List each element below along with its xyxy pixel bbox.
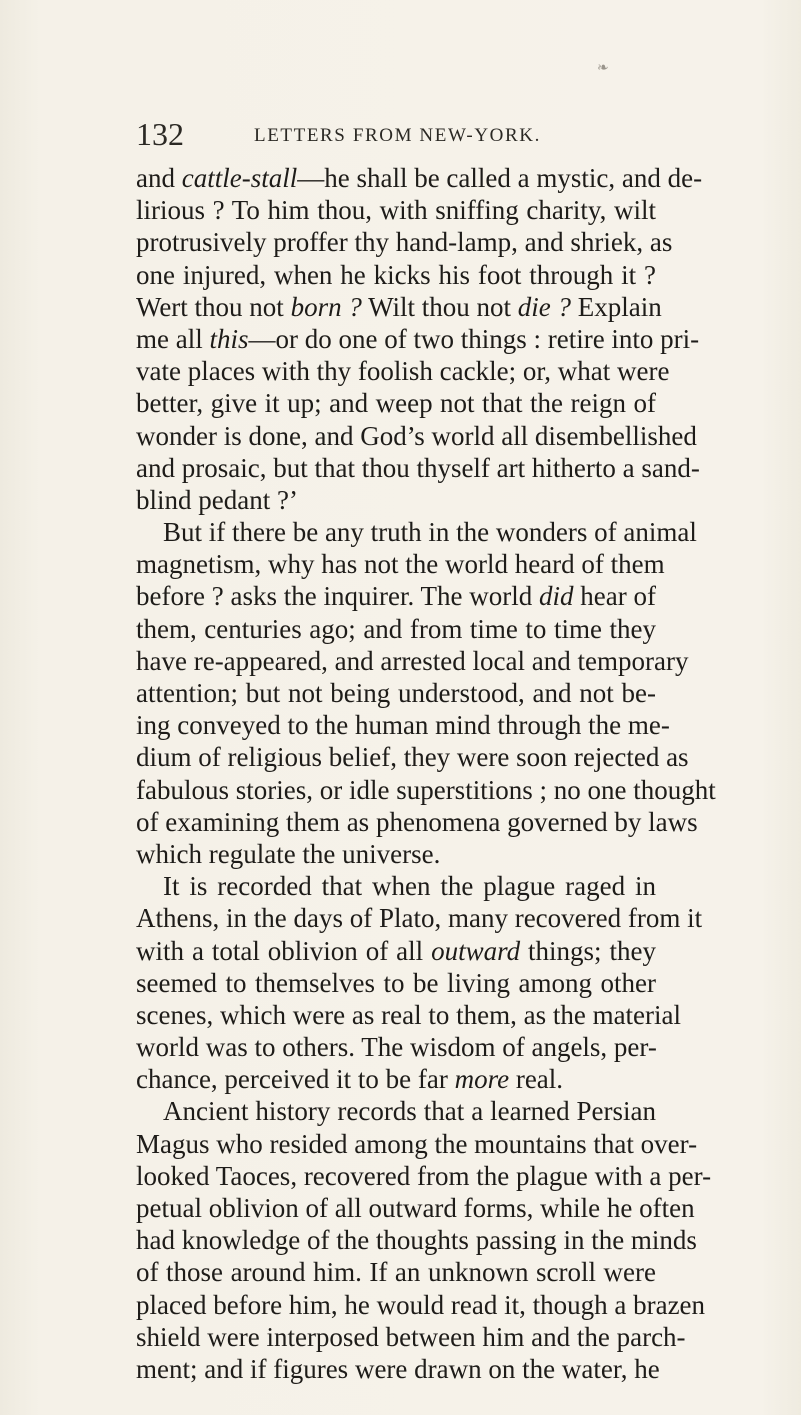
text-line <box>136 516 697 548</box>
text-run: Wert thou not <box>136 291 291 322</box>
text-run: —or do one of two things : retire into pri- <box>248 323 700 354</box>
text-line <box>136 1321 686 1353</box>
text-line <box>136 1256 656 1288</box>
text-run: one injured, when he kicks his foot through it ? <box>136 259 656 290</box>
text-run: protrusively proffer thy hand-lamp, and shriek, as <box>136 227 673 258</box>
text-line <box>136 999 682 1031</box>
text-run: Magus who resided among the mountains that over- <box>136 1128 698 1159</box>
text-line <box>136 355 670 387</box>
text-line <box>136 580 656 612</box>
italic-run: this <box>209 323 249 354</box>
text-run: Ancient history records that a learned Persian <box>163 1096 656 1127</box>
text-run: dium of religious belief, they were soon rejected as <box>136 742 689 773</box>
italic-run: did <box>539 581 574 612</box>
text-run: have re-appeared, and arrested local and temporary <box>136 645 689 676</box>
text-line <box>136 548 665 580</box>
text-run: and <box>136 163 182 193</box>
text-line <box>136 484 656 516</box>
page-header <box>136 116 656 152</box>
text-run: scenes, which were as real to them, as the material <box>136 999 682 1030</box>
italic-run: die ? <box>517 291 572 322</box>
text-run: ing conveyed to the human mind through the me- <box>136 710 670 741</box>
text-run: wonder is done, and God’s world all disembellished <box>136 420 697 451</box>
text-run: But if there be any truth in the wonders of animal <box>163 517 697 548</box>
text-run: of examining them as phenomena governed by laws <box>136 806 698 837</box>
text-line <box>136 838 656 870</box>
text-line <box>136 613 656 645</box>
text-line <box>136 1063 656 1095</box>
text-run: looked Taoces, recovered from the plague with a per- <box>136 1160 712 1191</box>
text-run: better, give it up; and weep not that the reign of <box>136 388 656 419</box>
text-run: things; they <box>520 935 656 966</box>
text-run: ment; and if figures were drawn on the water, he <box>136 1353 660 1384</box>
text-line <box>136 162 703 194</box>
text-line <box>136 420 697 452</box>
text-line <box>136 645 689 677</box>
text-run: before ? asks the inquirer. The world <box>136 581 539 612</box>
text-run: shield were interposed between him and the parch- <box>136 1321 686 1352</box>
text-line <box>136 806 698 838</box>
text-run: It is recorded that when the plague raged in <box>163 871 656 902</box>
text-run: them, centuries ago; and from time to time they <box>136 613 656 644</box>
text-line <box>136 709 670 741</box>
text-line <box>136 902 703 934</box>
text-run: vate places with thy foolish cackle; or, what were <box>136 356 670 387</box>
italic-run: cattle-stall <box>181 163 298 193</box>
text-line <box>136 291 662 323</box>
text-run: magnetism, why has not the world heard of them <box>136 549 665 580</box>
text-line <box>136 1031 656 1063</box>
text-run: had knowledge of the thoughts passing in the minds <box>136 1225 697 1256</box>
text-line <box>136 452 700 484</box>
text-line <box>136 1160 712 1192</box>
text-run: world was to others. The wisdom of angels, per- <box>136 1032 657 1063</box>
text-run: seemed to themselves to be living among other <box>136 967 656 998</box>
text-line <box>136 774 716 806</box>
text-run: me all <box>136 323 210 354</box>
text-line <box>136 967 656 999</box>
italic-run: more <box>454 1064 510 1095</box>
text-line <box>136 259 656 291</box>
text-line <box>136 1353 660 1385</box>
text-run: real. <box>509 1064 564 1095</box>
text-run: chance, perceived it to be far <box>136 1064 455 1095</box>
text-run: placed before him, he would read it, though a brazen <box>136 1289 706 1320</box>
text-run: fabulous stories, or idle superstitions ; no one thought <box>136 774 716 805</box>
text-run: with a total oblivion of all <box>136 935 432 966</box>
body-text <box>136 162 716 1385</box>
text-run: and prosaic, but that thou thyself art hitherto a sand- <box>136 452 700 483</box>
text-run: attention; but not being understood, and not be- <box>136 678 656 708</box>
text-line <box>136 677 656 709</box>
text-line <box>136 741 689 773</box>
text-run: Explain <box>571 291 662 322</box>
italic-run: outward <box>431 935 521 966</box>
text-line <box>136 935 656 967</box>
text-run: which regulate the universe. <box>136 838 441 869</box>
italic-run: born ? <box>290 291 362 322</box>
page-number: 132 <box>136 116 184 152</box>
margin-mark: ❧ <box>597 60 609 76</box>
text-line <box>136 1192 695 1224</box>
text-run: hear of <box>573 581 656 612</box>
text-line <box>136 323 700 355</box>
text-line <box>136 1289 706 1321</box>
text-line <box>136 1224 697 1256</box>
text-run: Wilt thou not <box>361 291 518 322</box>
text-line <box>136 1095 656 1127</box>
text-line <box>136 226 673 258</box>
text-run: —he shall be called a mystic, and de- <box>297 163 703 193</box>
text-line <box>136 194 656 226</box>
running-head: LETTERS FROM NEW-YORK. <box>254 125 541 146</box>
text-run: of those around him. If an unknown scroll were <box>136 1257 656 1288</box>
text-line <box>136 387 656 419</box>
text-run: blind pedant ?’ <box>136 484 298 515</box>
text-run: Athens, in the days of Plato, many recovered from it <box>136 903 703 934</box>
text-line <box>136 870 656 902</box>
text-line <box>136 1128 698 1160</box>
text-run: lirious ? To him thou, with sniffing charity, wilt <box>136 195 656 226</box>
text-run: petual oblivion of all outward forms, while he often <box>136 1193 695 1223</box>
